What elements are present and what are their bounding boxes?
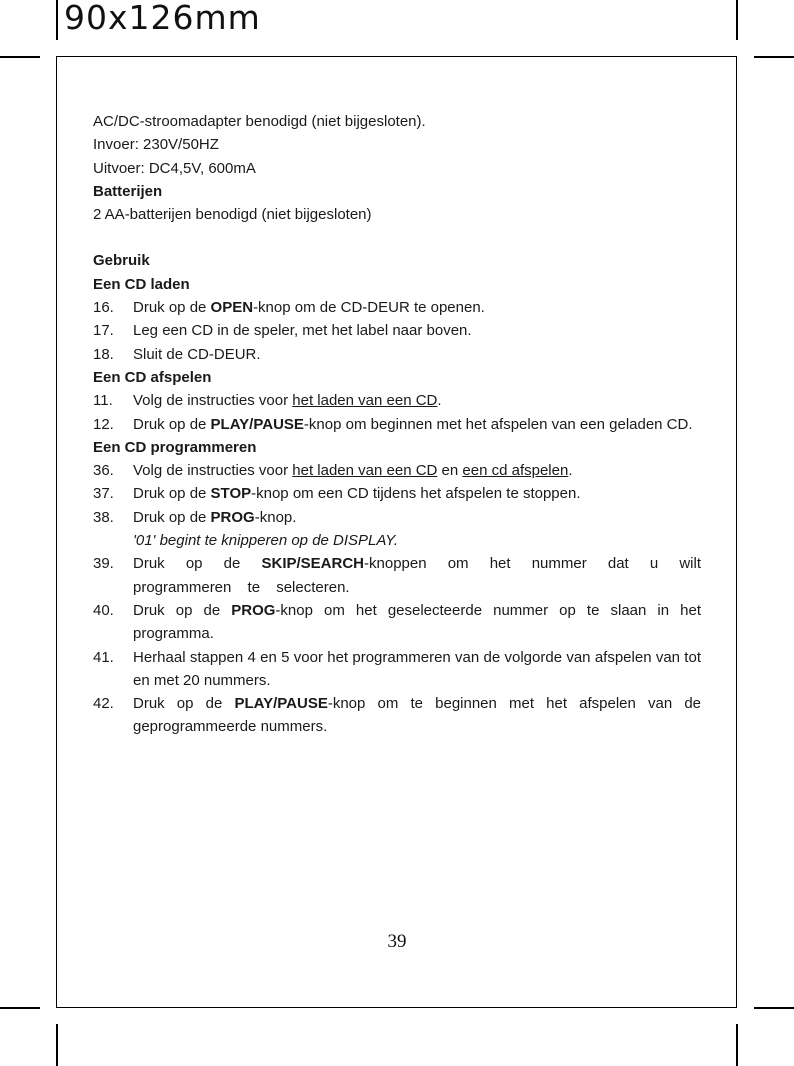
step-number: 16. xyxy=(93,299,114,317)
list-item: 18. Sluit de CD-DEUR. xyxy=(93,343,701,366)
step-number: 17. xyxy=(93,322,114,340)
list-item: 37. Druk op de STOP-knop om een CD tijdens het afspelen te stoppen. xyxy=(93,482,701,505)
play-cd-link[interactable]: een cd afspelen xyxy=(462,462,569,480)
batteries-heading: Batterijen xyxy=(93,182,163,200)
crop-mark xyxy=(0,56,40,58)
page-format-label: 90x126mm xyxy=(64,0,261,37)
output-spec: Uitvoer: DC4,5V, 600mA xyxy=(93,159,256,177)
list-item: 41. Herhaal stappen 4 en 5 voor het programmeren van de volgorde van afspelen van tot en met 20 nummers. xyxy=(93,646,701,693)
button-name: SKIP/SEARCH xyxy=(261,555,365,573)
play-heading: Een CD afspelen xyxy=(93,368,212,386)
crop-mark xyxy=(736,0,738,40)
list-item: 11. Volg de instructies voor het laden van een CD. xyxy=(93,389,701,412)
usage-heading: Gebruik xyxy=(93,252,150,270)
step-number: 18. xyxy=(93,345,114,363)
program-heading: Een CD programmeren xyxy=(93,438,257,456)
page-number: 39 xyxy=(387,931,407,952)
crop-mark xyxy=(754,56,794,58)
load-cd-link[interactable]: het laden van een CD xyxy=(292,392,438,410)
step-number: 12. xyxy=(93,415,114,433)
crop-mark xyxy=(56,0,58,40)
button-name: PROG xyxy=(210,508,255,526)
load-cd-link[interactable]: het laden van een CD xyxy=(292,462,438,480)
list-item: 40. Druk op de PROG-knop om het geselecteerde nummer op te slaan in het programma. xyxy=(93,599,701,646)
crop-mark xyxy=(754,1007,794,1009)
button-name: PLAY/PAUSE xyxy=(234,695,328,713)
list-item: 16. Druk op de OPEN-knop om de CD-DEUR te openen. xyxy=(93,296,701,319)
button-name: OPEN xyxy=(210,299,254,317)
step-number: 39. xyxy=(93,555,114,573)
adapter-text: AC/DC-stroomadapter benodigd (niet bijgesloten). xyxy=(93,113,426,130)
list-item: 17. Leg een CD in de speler, met het label naar boven. xyxy=(93,319,701,342)
step-number: 37. xyxy=(93,485,114,503)
manual-content xyxy=(93,110,701,739)
crop-mark xyxy=(0,1007,40,1009)
list-item: 36. Volg de instructies voor het laden van een CD en een cd afspelen. xyxy=(93,459,701,482)
step-number: 38. xyxy=(93,508,114,526)
display-note: '01' begint te knipperen op de DISPLAY. xyxy=(133,532,399,550)
step-number: 11. xyxy=(93,392,113,410)
batteries-text: 2 AA-batterijen benodigd (niet bijgesloten) xyxy=(93,206,372,224)
crop-mark xyxy=(736,1024,738,1066)
load-heading: Een CD laden xyxy=(93,275,190,293)
button-name: PLAY/PAUSE xyxy=(210,415,304,433)
list-item: 42. Druk op de PLAY/PAUSE-knop om te beginnen met het afspelen van de geprogrammeerde nummers. xyxy=(93,692,701,739)
step-number: 41. xyxy=(93,648,114,666)
step-number: 40. xyxy=(93,601,114,619)
step-number: 36. xyxy=(93,462,114,480)
input-spec: Invoer: 230V/50HZ xyxy=(93,136,219,154)
list-item: 12. Druk op de PLAY/PAUSE-knop om beginnen met het afspelen van een geladen CD. xyxy=(93,413,701,436)
list-item: 38. Druk op de PROG-knop. xyxy=(93,506,701,529)
button-name: PROG xyxy=(231,601,276,619)
step-number: 42. xyxy=(93,695,114,713)
crop-mark xyxy=(56,1024,58,1066)
button-name: STOP xyxy=(210,485,252,503)
list-item: 39. Druk op de SKIP/SEARCH-knoppen om het nummer dat u wilt programmeren te selecteren. xyxy=(93,552,701,599)
